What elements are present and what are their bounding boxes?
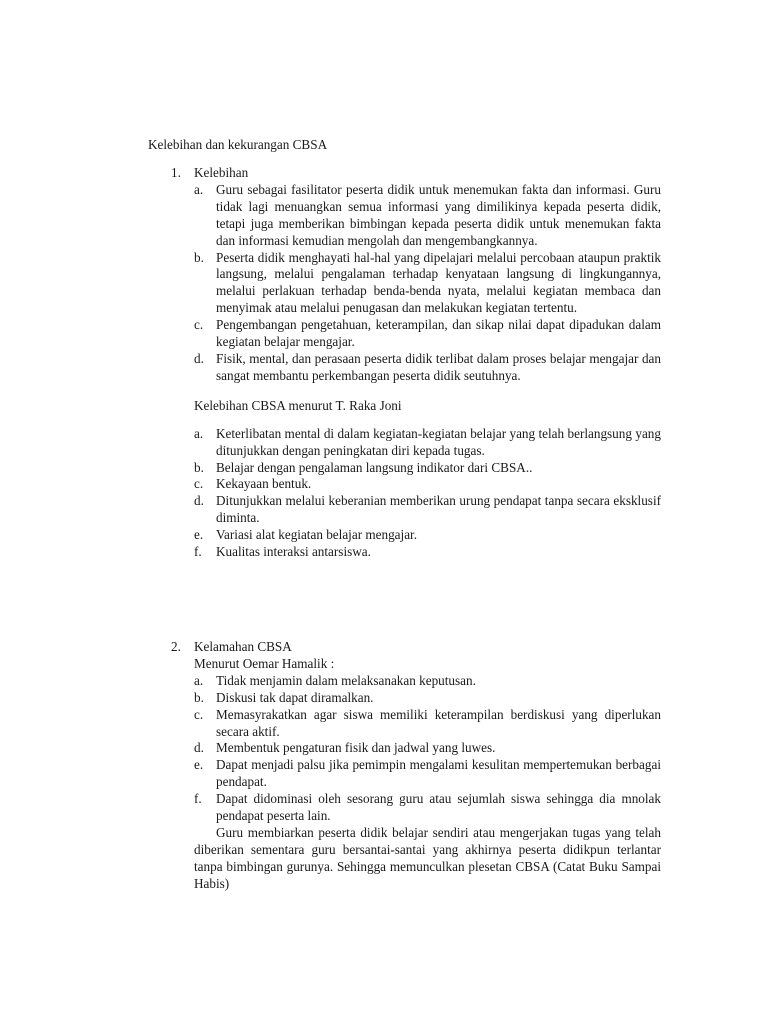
list-item (194, 426, 661, 460)
list-item (194, 791, 661, 825)
list-item-label: b. (194, 249, 204, 265)
list-item (194, 493, 661, 527)
list-item-text: Kekayaan bentuk. (216, 476, 312, 492)
list-item (194, 740, 661, 757)
section-heading: Kelamahan CBSA (194, 639, 292, 654)
list-item-label: a. (194, 425, 204, 441)
list-item (194, 527, 661, 544)
list-item-label: c. (194, 317, 204, 333)
list-item-label: c. (194, 706, 204, 722)
list-item (194, 707, 661, 741)
list-item-text: Peserta didik menghayati hal-hal yang dipelajari melalui percobaan ataupun praktik langsung, melalui pengalaman terhadap kenyataan langsung di lingkungannya, melalui perlakuan terhadap benda-benda nyata, melalui kegiatan membaca dan menyimak atau melalui penugasan dan melakukan kegiatan tertentu. (216, 249, 661, 316)
list-item (194, 476, 661, 493)
list-item-label: c. (194, 476, 204, 492)
section-kelebihan (171, 165, 661, 561)
list-item-label: b. (194, 689, 204, 705)
section-number: 2. (171, 639, 181, 654)
list-item-label: f. (194, 544, 202, 560)
list-item (194, 460, 661, 477)
closing-paragraph: Guru membiarkan peserta didik belajar sendiri atau mengerjakan tugas yang telah diberikan sementara guru bersantai-santai yang akhirnya peserta didikpun terlantar tanpa bimbingan gurunya. Sehingga memunculkan plesetan CBSA (Catat Buku Sampai Habis) (194, 824, 661, 891)
list-item (194, 317, 661, 351)
list-item-label: a. (194, 181, 204, 197)
list-item-label: e. (194, 757, 204, 773)
list-item (194, 690, 661, 707)
list-item (194, 673, 661, 690)
list-item (194, 351, 661, 385)
list-item-text: Memasyrakatkan agar siswa memiliki keterampilan berdiskusi yang diperlukan secara aktif. (216, 706, 661, 739)
list-item (194, 757, 661, 791)
list-item-label: a. (194, 672, 204, 688)
list-item (194, 182, 661, 250)
list-item-text: Tidak menjamin dalam melaksanakan keputusan. (216, 672, 476, 688)
list-item-text: Membentuk pengaturan fisik dan jadwal yang luwes. (216, 740, 496, 756)
list-item-label: b. (194, 459, 204, 475)
list-item-label: e. (194, 527, 204, 543)
list-item-text: Pengembangan pengetahuan, keterampilan, dan sikap nilai dapat dipadukan dalam kegiatan belajar mengajar. (216, 317, 661, 350)
subsection-heading: Menurut Oemar Hamalik : (194, 655, 335, 671)
list-item-text: Variasi alat kegiatan belajar mengajar. (216, 527, 418, 543)
document-title: Kelebihan dan kekurangan CBSA (148, 137, 328, 152)
raka-joni-list (194, 426, 661, 561)
list-item-label: d. (194, 740, 204, 756)
list-item-text: Ditunjukkan melalui keberanian memberikan urung pendapat tanpa secara eksklusif diminta. (216, 493, 661, 526)
list-item-text: Keterlibatan mental di dalam kegiatan-kegiatan belajar yang telah berlangsung yang ditunjukkan dengan peningkatan diri kepada tugas. (216, 425, 661, 458)
list-item-text: Dapat menjadi palsu jika pemimpin mengalami kesulitan mempertemukan berbagai pendapat. (216, 757, 661, 790)
section-heading: Kelebihan (194, 165, 249, 180)
list-item-text: Kualitas interaksi antarsiswa. (216, 544, 371, 560)
kelemahan-list (194, 673, 661, 825)
list-item-text: Guru sebagai fasilitator peserta didik untuk menemukan fakta dan informasi. Guru tidak lagi menuangkan semua informasi yang dimilikinya kepada peserta didik, tetapi juga memberikan bimbingan kepada peserta didik untuk menemukan fakta dan informasi kemudian mengolah dan mengembangkannya. (216, 181, 661, 248)
list-item (194, 544, 661, 561)
list-item (194, 250, 661, 318)
kelebihan-list (194, 182, 661, 385)
section-number: 1. (171, 165, 181, 180)
list-item-label: f. (194, 791, 202, 807)
list-item-text: Diskusi tak dapat diramalkan. (216, 689, 374, 705)
list-item-text: Fisik, mental, dan perasaan peserta didik terlibat dalam proses belajar mengajar dan sangat membantu perkembangan peserta didik seutuhnya. (216, 350, 661, 383)
subsection-heading: Kelebihan CBSA menurut T. Raka Joni (194, 397, 402, 413)
list-item-label: d. (194, 350, 204, 366)
list-item-text: Belajar dengan pengalaman langsung indikator dari CBSA.. (216, 459, 533, 475)
list-item-label: d. (194, 493, 204, 509)
section-kelemahan (171, 639, 661, 893)
list-item-text: Dapat didominasi oleh sesorang guru atau sejumlah siswa sehingga dia mnolak pendapat peserta lain. (216, 791, 661, 824)
